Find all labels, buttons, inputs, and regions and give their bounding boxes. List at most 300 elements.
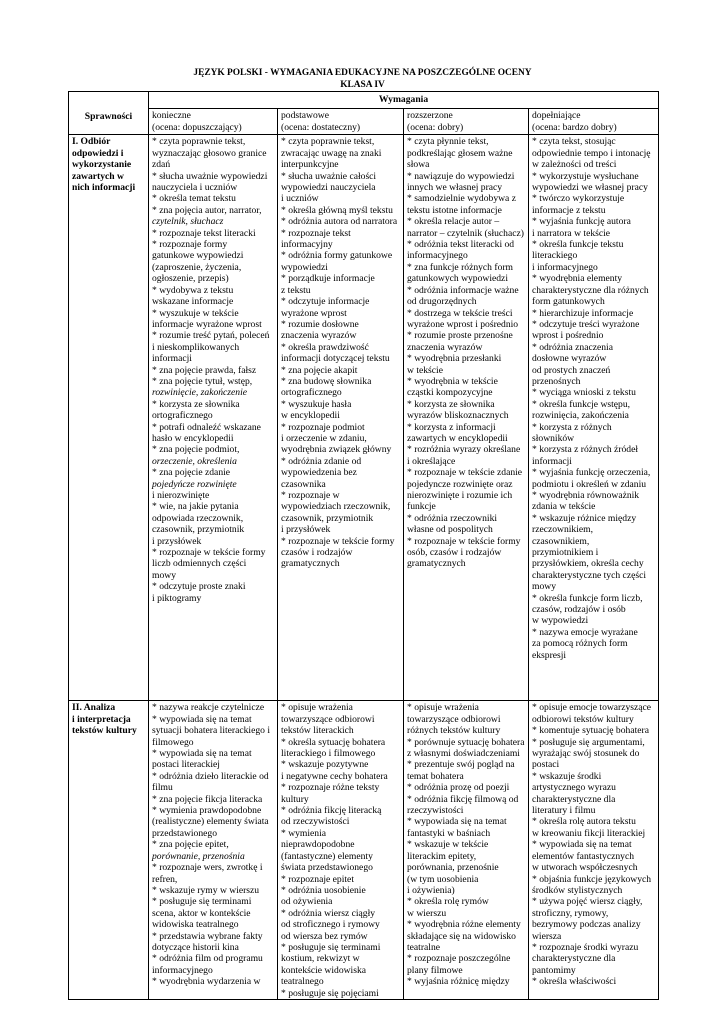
requirement-line: * odróżnia formy gatunkowe — [281, 250, 393, 262]
requirement-line: hasło w encyklopedii — [152, 432, 234, 444]
requirement-line: refren, — [152, 873, 178, 885]
requirement-line: literatury i filmu — [532, 805, 596, 817]
requirement-line: * wyodrębnia różne elementy — [407, 919, 521, 931]
requirement-line: tekstu istotne informacje — [407, 204, 502, 216]
requirement-line: * rozpoznaje w tekście formy — [281, 535, 395, 547]
requirement-line: * komentuje sytuację bohatera — [532, 725, 649, 737]
requirement-line: * odróżnia fikcję literacką — [281, 805, 382, 817]
requirement-line: literackim epitety, — [407, 850, 477, 862]
requirement-line: kultury — [281, 793, 309, 805]
requirement-line: mowy — [532, 581, 556, 593]
requirements-cell — [278, 135, 404, 701]
requirement-line: * wyjaśnia funkcję orzeczenia, — [532, 467, 651, 479]
requirement-line: i uczniów — [281, 193, 319, 205]
requirement-line: informacje wyrażone wprost — [152, 318, 262, 330]
requirement-line: wypowiedzi nauczyciela — [281, 182, 376, 194]
requirement-line: orzeczenie, określenia — [152, 455, 237, 467]
level-grade: (ocena: dostateczny) — [281, 121, 361, 133]
requirement-line: różnych tekstów kultury — [407, 725, 501, 737]
requirement-line: * korzysta z różnych — [532, 421, 612, 433]
requirement-line: * odróżnia autora od narratora — [281, 216, 398, 228]
requirement-line: informacyjny — [281, 239, 333, 251]
requirement-line: nierozwinięte i rozumie ich — [407, 490, 513, 501]
requirement-line: wypowiedziach rzeczownik, — [281, 501, 391, 513]
requirement-line: * wskazuje rymy w wierszu — [152, 884, 260, 896]
requirement-line: * odróżnia informacje ważne — [407, 284, 519, 296]
requirement-line: * określa funkcje wstępu, — [532, 398, 631, 410]
requirement-line: * objaśnia funkcje językowych — [532, 873, 652, 885]
requirement-line: w zależności od treści — [532, 159, 617, 171]
requirement-line: czasownik, przymiotnik — [281, 512, 374, 524]
requirement-line: * odczytuje proste znaki — [152, 581, 246, 593]
requirement-line: * dostrzega w tekście treści — [407, 307, 513, 319]
requirement-line: i negatywne cechy bohatera — [281, 770, 388, 782]
requirement-line: odbiorowi tekstów kultury — [532, 713, 634, 725]
requirement-line: * posługuje się argumentami, — [532, 736, 645, 748]
requirement-line: charakterystyczne dla różnych — [532, 284, 649, 296]
requirement-line: wprost i pośrednio — [532, 330, 604, 342]
requirement-line: funkcje — [407, 501, 436, 513]
requirement-line: charakterystyczne tych części — [532, 569, 646, 581]
requirement-line: nauczyciela i uczniów — [152, 182, 238, 194]
requirement-line: (zaproszenie, życzenia, — [152, 261, 242, 273]
requirement-line: kostium, rekwizyt w — [281, 953, 360, 965]
table-row — [69, 701, 659, 1000]
requirement-line: bezrymowy podczas analizy — [532, 919, 641, 931]
requirement-line: i ożywienia) — [407, 884, 455, 896]
requirement-line: słowników — [532, 432, 575, 444]
requirement-line: pojedyncze rozwinięte oraz — [407, 478, 513, 490]
requirement-line: towarzyszące odbiorowi — [407, 713, 501, 725]
requirement-line: * odróżnia film od programu — [152, 953, 263, 965]
skill-line: i interpretacja — [72, 713, 131, 725]
requirement-line: porównania, przenośnie — [407, 862, 499, 874]
level-header — [529, 109, 659, 135]
requirement-line: * rozpoznaje w — [281, 490, 340, 501]
requirement-line: * określa prawdziwość — [281, 341, 369, 353]
requirement-line: * korzysta z różnych źródeł — [532, 444, 639, 456]
requirement-line: liczb odmiennych części — [152, 558, 247, 570]
requirement-line: znaczenia wyrazów — [407, 341, 483, 353]
requirement-line: (w tym uosobienia — [407, 873, 479, 885]
skill-line: I. Odbiór — [72, 136, 111, 148]
skill-cell — [69, 135, 149, 701]
requirement-line: przenośnych — [532, 375, 581, 387]
requirements-cell — [529, 135, 659, 701]
requirement-line: * odróżnia uosobienie — [281, 884, 366, 896]
requirement-line: rozwinięcie, zakończenie — [152, 387, 248, 399]
skill-line: tekstów kultury — [72, 725, 137, 737]
requirement-line: * zna funkcje różnych form — [407, 261, 514, 273]
requirement-line: przedstawionego — [152, 827, 218, 839]
requirement-line: teatralne — [407, 941, 441, 953]
requirement-line: * wyodrębnia równoważnik — [532, 490, 640, 501]
requirement-line: * odróżnia zdanie od — [281, 455, 362, 467]
requirement-line: * wie, na jakie pytania — [152, 501, 239, 513]
requirement-line: * rozpoznaje tekst literacki — [152, 227, 256, 239]
requirement-line: * wymienia prawdopodobne — [152, 805, 262, 817]
requirement-line: * wypowiada się na temat — [407, 816, 507, 828]
requirement-line: środków stylistycznych — [532, 884, 623, 896]
requirement-line: czasownikiem, — [532, 535, 590, 547]
level-name: podstawowe — [281, 110, 329, 122]
requirement-line: * wyszukuje w tekście — [152, 307, 239, 319]
requirement-line: i przysłówek — [152, 535, 202, 547]
requirement-line: * czyta tekst, stosując — [532, 136, 616, 148]
requirement-line: charakterystyczne dla — [532, 793, 616, 805]
requirement-line: * nawiązuje do wypowiedzi — [407, 170, 515, 182]
requirement-line: * określa relacje autor – — [407, 216, 500, 228]
requirement-line: ortograficznego — [152, 410, 213, 422]
requirement-line: odpowiada rzeczownik, — [152, 512, 244, 524]
requirement-line: form gatunkowych — [532, 296, 605, 308]
requirement-line: * potrafi odnaleźć wskazane — [152, 421, 261, 433]
requirement-line: w wierszu — [407, 907, 447, 919]
requirement-line: podkreślając głosem ważne — [407, 147, 513, 159]
level-header-row — [69, 109, 659, 135]
column-header-sprawnosci: Sprawności — [69, 92, 149, 135]
requirement-line: gramatycznych — [407, 558, 466, 570]
requirement-line: i przysłówek — [281, 524, 331, 536]
page-title-line1: JĘZYK POLSKI - WYMAGANIA EDUKACYJNE NA POSZCZEGÓLNE OCENY — [193, 68, 532, 78]
requirement-line: z własnymi doświadczeniami — [407, 748, 520, 760]
requirement-line: od rzeczywistości — [281, 816, 350, 828]
level-name: konieczne — [152, 110, 191, 122]
requirement-line: wyodrębnia związek główny — [281, 444, 392, 456]
requirement-line: * porządkuje informacje — [281, 273, 375, 285]
requirement-line: czasów i rodzajów — [281, 547, 353, 559]
requirement-line: i nierozwinięte — [152, 490, 210, 501]
requirement-line: rzeczywistości — [407, 805, 464, 817]
level-name: dopełniające — [532, 110, 581, 122]
requirement-line: w tekście — [407, 364, 443, 376]
requirement-line: * wskazuje pozytywne — [281, 759, 369, 771]
requirement-line: * wypowiada się na temat — [152, 713, 252, 725]
column-header-wymagania: Wymagania — [149, 92, 659, 109]
skill-line: odpowiedzi i — [72, 147, 124, 159]
requirement-line: informacje z tekstu — [532, 204, 606, 216]
requirement-line: cząstki kompozycyjne — [407, 387, 493, 399]
requirement-line: * zna pojęcie fikcja literacka — [152, 793, 263, 805]
level-header — [404, 109, 529, 135]
requirement-line: przymiotnikiem i — [532, 547, 599, 559]
table-row — [69, 135, 659, 701]
requirement-line: plany filmowe — [407, 964, 463, 976]
requirement-line: * określa główną myśl tekstu — [281, 204, 393, 216]
requirement-line: * nazywa emocje wyrażane — [532, 626, 638, 638]
requirement-line: dosłowne wyrazów — [532, 353, 607, 365]
requirements-cell — [404, 135, 529, 701]
requirement-line: gatunkowe wypowiedzi — [152, 250, 244, 262]
level-header — [149, 109, 278, 135]
requirement-line: * odróżnia tekst literacki od — [407, 239, 515, 251]
skill-line: wykorzystanie — [72, 159, 132, 171]
requirement-line: * odczytuje treści wyrażone — [532, 318, 640, 330]
requirement-line: * zna pojęcie tytuł, wstęp, — [152, 375, 253, 387]
requirement-line: * zna pojęcie podmiot, — [152, 444, 240, 456]
requirement-line: wiersza — [532, 930, 562, 942]
requirement-line: i orzeczenie w zdaniu, — [281, 432, 367, 444]
requirement-line: * rozumie proste przenośne — [407, 330, 513, 342]
requirement-line: ekspresji — [532, 649, 567, 661]
requirements-table — [68, 91, 659, 1000]
requirement-line: i określające — [407, 455, 456, 467]
requirement-line: * korzysta z informacji — [407, 421, 496, 433]
level-grade: (ocena: bardzo dobry) — [532, 121, 617, 133]
requirement-line: * posługuje się terminami — [152, 896, 252, 908]
requirement-line: * zna pojęcie epitet, — [152, 839, 229, 851]
requirement-line: * rozpoznaje wers, zwrotkę i — [152, 862, 263, 874]
requirement-line: * posługuje się terminami — [281, 941, 381, 953]
requirement-line: * odróżnia dzieło literackie od — [152, 770, 269, 782]
page-title — [60, 68, 665, 91]
requirement-line: sytuacji bohatera literackiego i — [152, 725, 271, 737]
requirement-line: * wyodrębnia wydarzenia w — [152, 976, 261, 988]
requirement-line: z tekstu — [281, 284, 311, 296]
requirement-line: zdania w tekście — [532, 501, 596, 513]
requirement-line: przysłówkiem, określa cechy — [532, 558, 644, 570]
requirement-line: * wyodrębnia elementy — [532, 273, 623, 285]
requirement-line: dotyczące historii kina — [152, 941, 239, 953]
requirement-line: wyrazów bliskoznacznych — [407, 410, 509, 422]
requirement-line: składające się na widowisko — [407, 930, 516, 942]
requirement-line: * korzysta ze słownika — [407, 398, 495, 410]
requirement-line: * opisuje emocje towarzyszące — [532, 702, 652, 714]
requirement-line: w wypowiedzi — [532, 615, 589, 627]
requirement-line: * słucha uważnie wypowiedzi — [152, 170, 268, 182]
requirement-line: * określa właściwości — [532, 976, 617, 988]
requirement-line: * zna pojęcie prawda, fałsz — [152, 364, 257, 376]
requirement-line: wskazane informacje — [152, 296, 234, 308]
requirement-line: wyrażone wprost — [281, 307, 347, 319]
requirement-line: * wypowiada się na temat — [152, 748, 252, 760]
requirement-line: zdań — [152, 159, 171, 171]
requirement-line: wypowiedzi — [281, 261, 328, 273]
requirement-line: filmowego — [152, 736, 194, 748]
requirement-line: * rozpoznaje w tekście formy — [152, 547, 266, 559]
requirement-line: * odróżnia prozę od poezji — [407, 782, 510, 794]
requirement-line: i piktogramy — [152, 592, 202, 604]
requirement-line: rozwinięcia, zakończenia — [532, 410, 629, 422]
requirement-line: * czyta poprawnie tekst, — [152, 136, 246, 148]
requirement-line: rzeczownikiem, — [532, 524, 593, 536]
requirement-line: * odróżnia znaczenia — [532, 341, 613, 353]
requirement-line: artystycznego wyrazu — [532, 782, 616, 794]
requirement-line: porównanie, przenośnia — [152, 850, 245, 862]
requirement-line: * rozpoznaje w tekście formy — [407, 535, 521, 547]
requirement-line: towarzyszące odbiorowi — [281, 713, 375, 725]
requirement-line: gatunkowych wypowiedzi — [407, 273, 508, 285]
requirement-line: filmu — [152, 782, 173, 794]
requirement-line: informacyjnego — [407, 250, 468, 262]
requirement-line: wypowiedzi we własnej pracy — [532, 182, 648, 194]
requirement-line: (realistyczne) elementy świata — [152, 816, 269, 828]
requirements-cell — [149, 701, 278, 1000]
requirement-line: zawartych w encyklopedii — [407, 432, 508, 444]
requirement-line: czasownika — [281, 478, 326, 490]
requirement-line: * określa rolę rymów — [407, 896, 489, 908]
requirement-line: pojedyńcze rozwinięte — [152, 478, 237, 490]
requirement-line: nieprawdopodobne — [281, 839, 355, 851]
requirement-line: * czyta płynnie tekst, — [407, 136, 489, 148]
requirement-line: odpowiednie tempo i intonację — [532, 147, 651, 159]
requirement-line: * prezentuje swój pogląd na — [407, 759, 515, 771]
requirement-line: * wyjaśnia funkcję autora — [532, 216, 631, 228]
requirement-line: osób, czasów i rodzajów — [407, 547, 502, 559]
requirement-line: * odróżnia rzeczowniki — [407, 512, 498, 524]
requirement-line: * samodzielnie wydobywa z — [407, 193, 516, 205]
skill-line: nich informacji — [72, 182, 136, 194]
requirement-line: i informacyjnego — [532, 261, 598, 273]
requirement-line: * hierarchizuje informacje — [532, 307, 634, 319]
requirement-line: * wykorzystuje wysłuchane — [532, 170, 639, 182]
requirements-cell — [149, 135, 278, 701]
requirement-line: * rozpoznaje różne teksty — [281, 782, 380, 794]
requirement-line: w encyklopedii — [281, 410, 340, 422]
requirement-line: własne od pospolitych — [407, 524, 493, 536]
requirement-line: od stroficznego i rymowy — [281, 919, 380, 931]
requirement-line: świata przedstawionego — [281, 862, 373, 874]
requirement-line: * wymienia — [281, 827, 327, 839]
requirement-line: * rozpoznaje epitet — [281, 873, 354, 885]
requirement-line: * wskazuje w tekście — [407, 839, 489, 851]
requirement-line: literackiego i filmowego — [281, 748, 376, 760]
requirement-line: charakterystyczne dla — [532, 953, 616, 965]
requirement-line: czasów, rodzajów i osób — [532, 604, 626, 616]
requirement-line: mowy — [152, 569, 176, 581]
requirement-line: informacji — [152, 353, 192, 365]
requirements-cell — [529, 701, 659, 1000]
requirement-line: * posługuje się pojęciami — [281, 987, 379, 999]
requirement-line: * rozpoznaje podmiot — [281, 421, 365, 433]
requirement-line: widowiska teatralnego — [152, 919, 239, 931]
requirement-line: zwracając uwagę na znaki — [281, 147, 382, 159]
requirement-line: znaczenia wyrazów — [281, 330, 357, 342]
header-row — [69, 92, 659, 109]
requirement-line: * przedstawia wybrane fakty — [152, 930, 263, 942]
level-grade: (ocena: dobry) — [407, 121, 464, 133]
requirement-line: * używa pojęć wiersz ciągły, — [532, 896, 643, 908]
requirement-line: * rozumie dosłowne — [281, 318, 359, 330]
requirement-line: temat bohatera — [407, 770, 464, 782]
requirement-line: postaci literackiej — [152, 759, 220, 771]
requirement-line: * odróżnia fikcję filmową od — [407, 793, 519, 805]
requirement-line: ortograficznego — [281, 387, 342, 399]
requirement-line: wyrażając swój stosunek do — [532, 748, 640, 760]
requirement-line: * słucha uważnie całości — [281, 170, 377, 182]
requirement-line: postaci — [532, 759, 560, 771]
requirement-line: * wydobywa z tekstu — [152, 284, 234, 296]
requirement-line: * wyszukuje hasła — [281, 398, 352, 410]
requirement-line: literackiego — [532, 250, 578, 262]
requirement-line: od ożywienia — [281, 896, 333, 908]
requirement-line: * czyta poprawnie tekst, — [281, 136, 375, 148]
requirement-line: * wyodrębnia w tekście — [407, 375, 498, 387]
requirement-line: narrator – czytelnik (słuchacz) — [407, 227, 524, 239]
requirement-line: * określa sytuację bohatera — [281, 736, 386, 748]
requirement-line: * porównuje sytuację bohatera — [407, 736, 525, 748]
requirement-line: kontekście widowiska — [281, 964, 366, 976]
requirement-line: * zna pojęcia autor, narrator, — [152, 204, 262, 216]
requirement-line: * rozpoznaje tekst — [281, 227, 351, 239]
requirement-line: * opisuje wrażenia — [407, 702, 479, 714]
requirement-line: czytelnik, słuchacz — [152, 216, 224, 228]
requirement-line: w utworach współczesnych — [532, 862, 638, 874]
requirement-line: od drugorzędnych — [407, 296, 477, 308]
skill-cell — [69, 701, 149, 1000]
page-title-line2: KLASA IV — [340, 79, 385, 90]
requirement-line: gramatycznych — [281, 558, 340, 570]
requirement-line: stroficzny, rymowy, — [532, 907, 609, 919]
requirement-line: * wskazuje różnice między — [532, 512, 637, 524]
requirement-line: * rozpoznaje poszczególne — [407, 953, 511, 965]
requirement-line: (fantastyczne) elementy — [281, 850, 373, 862]
requirement-line: * opisuje wrażenia — [281, 702, 353, 714]
requirement-line: * określa temat tekstu — [152, 193, 236, 205]
requirement-line: * odróżnia wiersz ciągły — [281, 907, 376, 919]
requirement-line: pantomimy — [532, 964, 576, 976]
level-header — [278, 109, 404, 135]
requirement-line: ogłoszenie, przepis) — [152, 273, 229, 285]
requirement-line: czasownik, przymiotnik — [152, 524, 245, 536]
requirement-line: innych we własnej pracy — [407, 182, 503, 194]
requirement-line: * wyciąga wnioski z tekstu — [532, 387, 636, 399]
requirements-cell — [278, 701, 404, 1000]
requirement-line: scena, aktor w kontekście — [152, 907, 251, 919]
requirement-line: * wyodrębnia przesłanki — [407, 353, 502, 365]
requirement-line: tekstów literackich — [281, 725, 354, 737]
requirement-line: interpunkcyjne — [281, 159, 339, 171]
requirement-line: * zna pojęcie akapit — [281, 364, 358, 376]
requirement-line: wyznaczając głosowo granice — [152, 147, 267, 159]
requirement-line: * korzysta ze słownika — [152, 398, 240, 410]
requirements-cell — [404, 701, 529, 1000]
requirement-line: * odczytuje informacje — [281, 296, 370, 308]
requirement-line: * twórczo wykorzystuje — [532, 193, 625, 205]
requirement-line: informacji — [532, 455, 572, 467]
requirement-line: podmiotu i określeń w zdaniu — [532, 478, 647, 490]
requirement-line: * wypowiada się na temat — [532, 839, 632, 851]
requirement-line: * określa funkcje tekstu — [532, 239, 624, 251]
requirement-line: * rozumie treść pytań, poleceń — [152, 330, 270, 342]
requirement-line: * określa rolę autora tekstu — [532, 816, 636, 828]
requirement-line: słowa — [407, 159, 430, 171]
requirement-line: i narratora w tekście — [532, 227, 611, 239]
requirement-line: * zna pojęcie zdanie — [152, 467, 231, 479]
level-grade: (ocena: dopuszczający) — [152, 121, 242, 133]
requirement-line: i nieskomplikowanych — [152, 341, 240, 353]
skill-line: II. Analiza — [72, 702, 116, 714]
requirement-line: w kreowaniu fikcji literackiej — [532, 827, 646, 839]
requirement-line: * rozpoznaje środki wyrazu — [532, 941, 639, 953]
skill-line: zawartych w — [72, 170, 124, 182]
requirement-line: za pomocą różnych form — [532, 638, 628, 650]
requirement-line: informacji dotyczącej tekstu — [281, 353, 390, 365]
requirement-line: * rozpoznaje w tekście zdanie — [407, 467, 523, 479]
requirement-line: * wskazuje środki — [532, 770, 602, 782]
requirement-line: wyrażone wprost i pośrednio — [407, 318, 519, 330]
requirement-line: fantastyki w baśniach — [407, 827, 491, 839]
requirement-line: informacyjnego — [152, 964, 213, 976]
requirement-line: teatralnego — [281, 976, 324, 988]
requirement-line: wypowiedzenia bez — [281, 467, 357, 479]
requirement-line: od prostych znaczeń — [532, 364, 611, 376]
requirement-line: * wyjaśnia różnicę między — [407, 976, 510, 988]
requirement-line: od wiersza bez rymów — [281, 930, 368, 942]
requirement-line: * nazywa reakcje czytelnicze — [152, 702, 265, 714]
requirement-line: * rozróżnia wyrazy określane — [407, 444, 521, 456]
requirement-line: elementów fantastycznych — [532, 850, 635, 862]
